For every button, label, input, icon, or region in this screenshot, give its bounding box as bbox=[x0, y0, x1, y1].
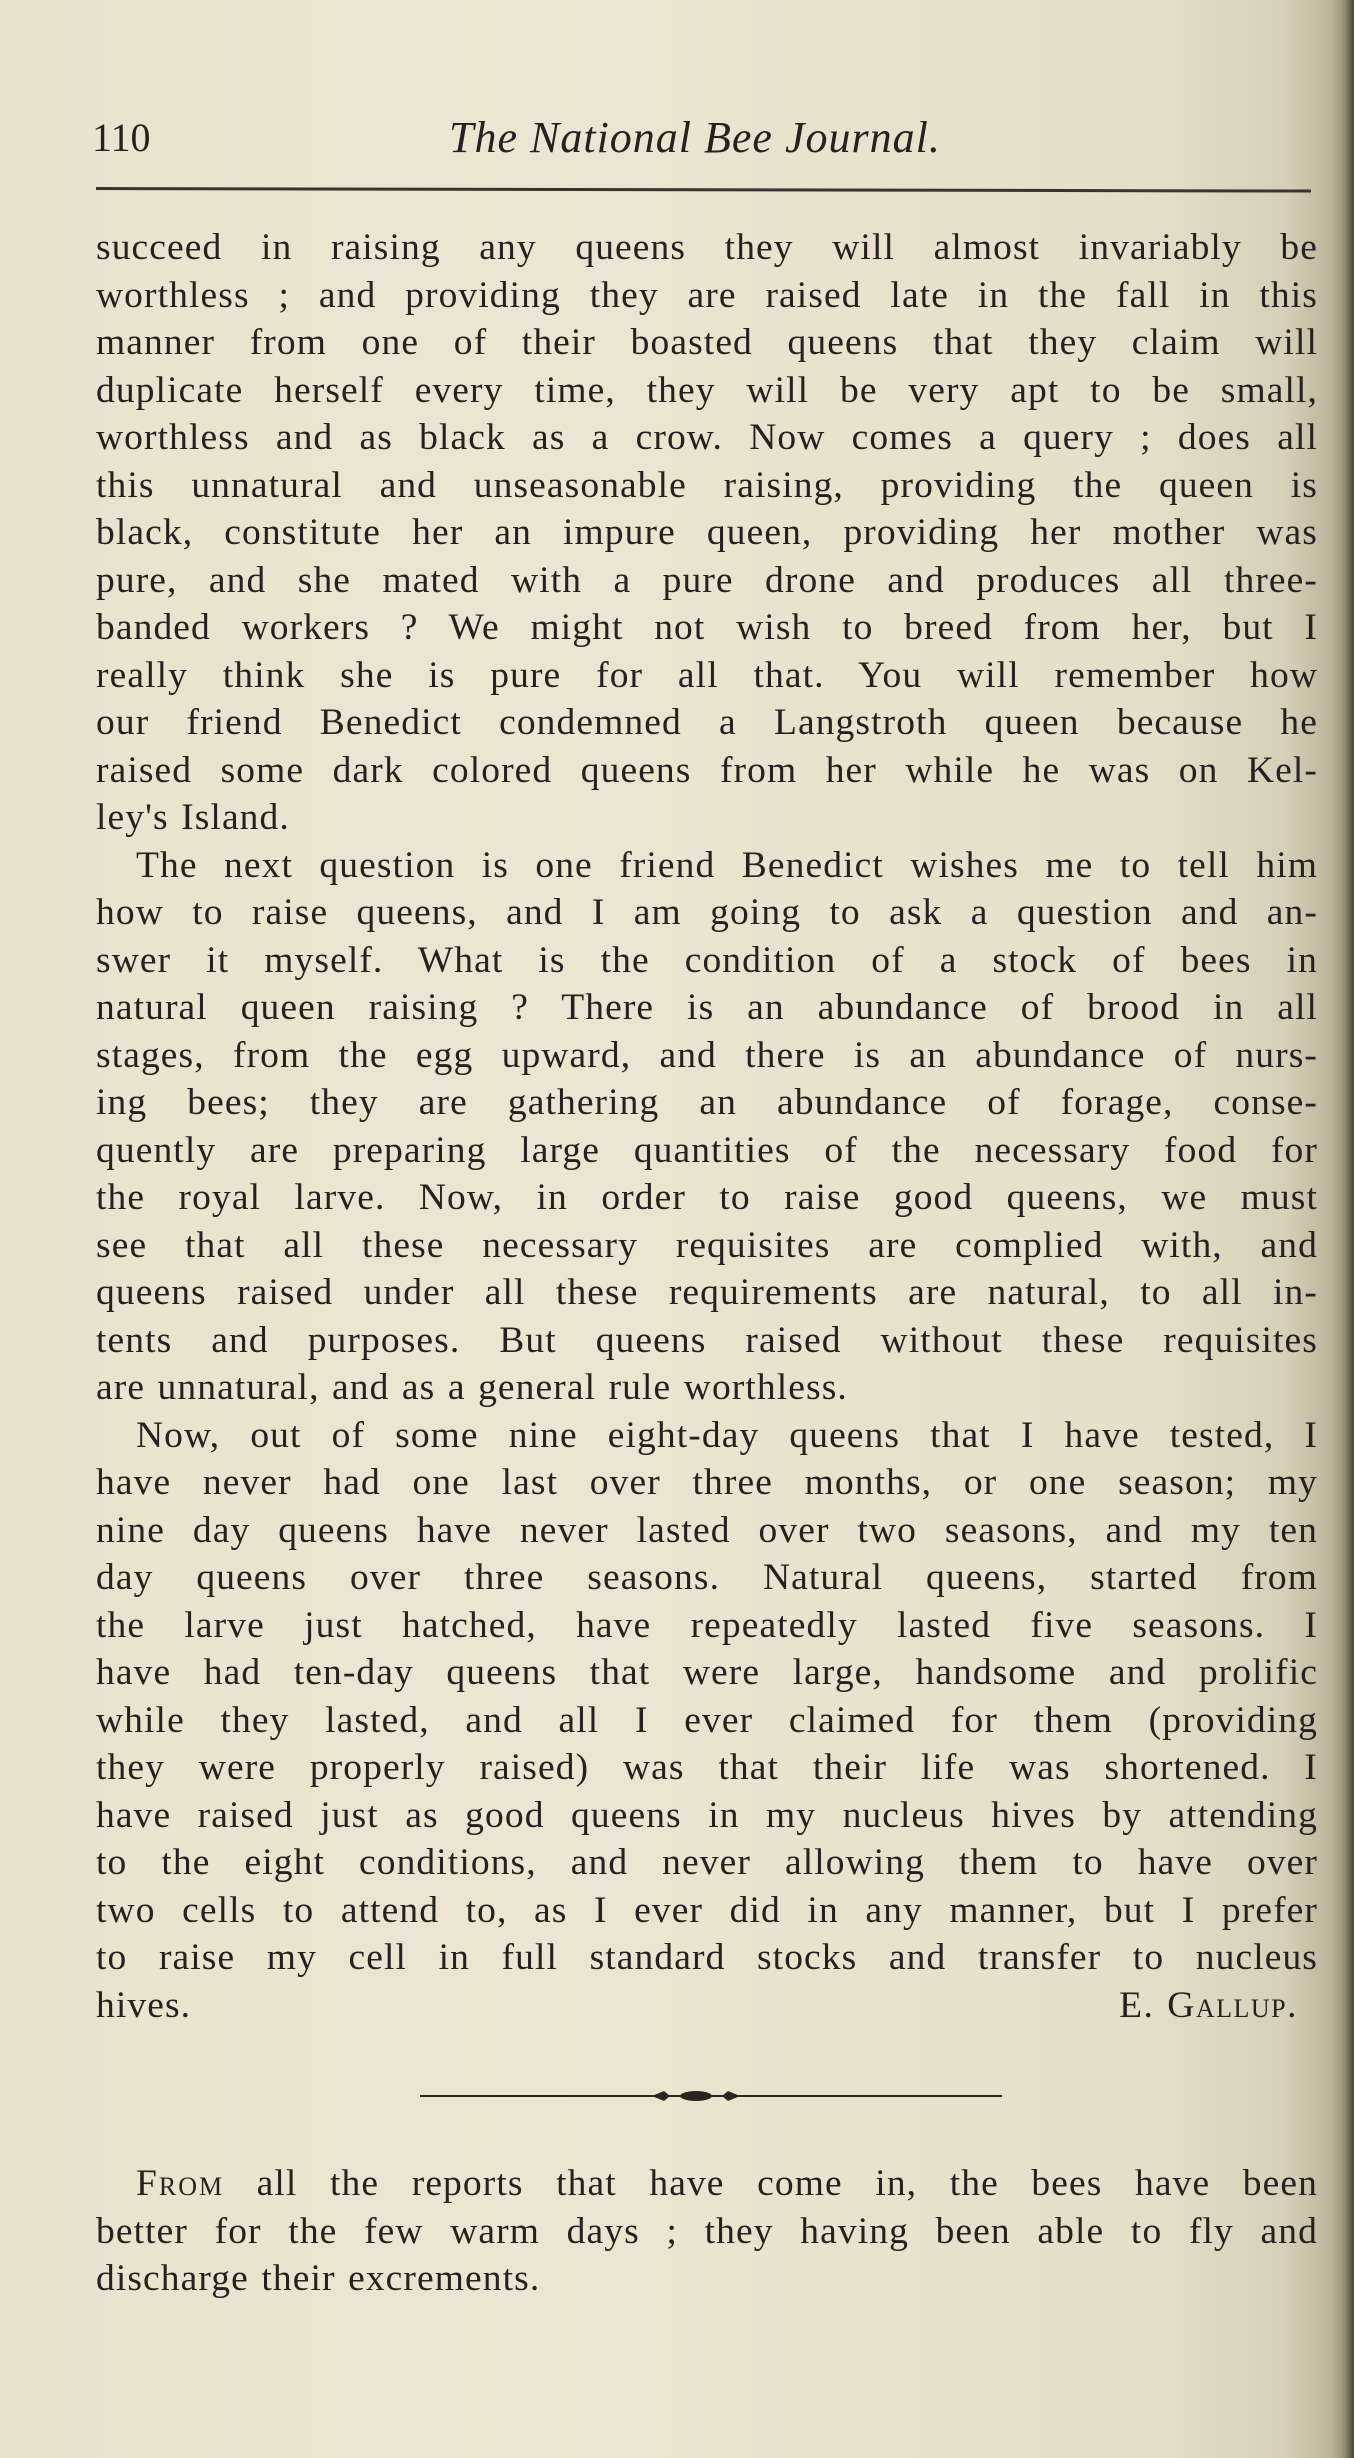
text-line bbox=[96, 2160, 1318, 2208]
text-line: nine day queens have never lasted over two seasons, and my ten bbox=[96, 1509, 1318, 1551]
text-line: to raise my cell in full standard stocks and transfer to nucleus bbox=[96, 1937, 1318, 1978]
text-line: stages, from the egg upward, and there is an abundance of nurs- bbox=[96, 1034, 1318, 1076]
text-line: ing bees; they are gathering an abundance of forage, conse- bbox=[96, 1082, 1318, 1123]
text-line: ley's Island. bbox=[96, 797, 290, 838]
text-line: this unnatural and unseasonable raising, providing the queen is bbox=[96, 464, 1318, 506]
text-line: see that all these necessary requisites are complied with, and bbox=[96, 1224, 1318, 1266]
header-rule bbox=[96, 187, 1311, 193]
lead-word: From bbox=[136, 2163, 225, 2204]
text-line: duplicate herself every time, they will be very apt to be small, bbox=[96, 369, 1318, 411]
text-line: swer it myself. What is the condition of a stock of bees in bbox=[96, 939, 1318, 981]
text-line: really think she is pure for all that. You will remember how bbox=[96, 654, 1318, 696]
text-line: banded workers ? We might not wish to breed from her, but I bbox=[96, 607, 1318, 648]
author-signature: E. Gallup. bbox=[1119, 1984, 1298, 2026]
text-line: The next question is one friend Benedict wishes me to tell him bbox=[136, 844, 1318, 886]
text-line: Now, out of some nine eight-day queens that I have tested, I bbox=[136, 1414, 1318, 1456]
text-line: manner from one of their boasted queens that they claim will bbox=[96, 322, 1318, 363]
paragraph bbox=[96, 842, 1318, 1412]
text-line: tents and purposes. But queens raised without these requisites bbox=[96, 1319, 1318, 1361]
text-line: natural queen raising ? There is an abundance of brood in all bbox=[96, 987, 1318, 1028]
signature-line bbox=[96, 1982, 1318, 2030]
first-line-text: all the reports that have come in, the bees have been bbox=[224, 2163, 1318, 2204]
text-line: worthless ; and providing they are raised late in the fall in this bbox=[96, 274, 1318, 316]
text-line: better for the few warm days ; they having been able to fly and bbox=[96, 2210, 1318, 2252]
text-line: black, constitute her an impure queen, providing her mother was bbox=[96, 512, 1318, 553]
text-line: the royal larve. Now, in order to raise good queens, we must bbox=[96, 1177, 1318, 1218]
text-line: queens raised under all these requirements are natural, to all in- bbox=[96, 1272, 1318, 1313]
text-line: are unnatural, and as a general rule worthless. bbox=[96, 1367, 848, 1408]
text-line: raised some dark colored queens from her while he was on Kel- bbox=[96, 749, 1318, 791]
article-body bbox=[96, 224, 1318, 2029]
text-line: have raised just as good queens in my nucleus hives by attending bbox=[96, 1794, 1318, 1836]
text-line: succeed in raising any queens they will almost invariably be bbox=[96, 227, 1318, 268]
text-line: while they lasted, and all I ever claimed for them (providing bbox=[96, 1699, 1318, 1741]
text-line: have had ten-day queens that were large, handsome and prolific bbox=[96, 1652, 1318, 1693]
page-gutter-shadow bbox=[1332, 0, 1354, 2458]
text-line: how to raise queens, and I am going to ask a question and an- bbox=[96, 892, 1318, 933]
text-line: our friend Benedict condemned a Langstroth queen because he bbox=[96, 702, 1318, 743]
text-line: they were properly raised) was that their life was shortened. I bbox=[96, 1747, 1318, 1788]
text-line: discharge their excrements. bbox=[96, 2258, 541, 2299]
ornamental-divider bbox=[420, 2086, 1002, 2106]
page-number: 110 bbox=[92, 115, 151, 160]
journal-title: The National Bee Journal. bbox=[449, 113, 941, 162]
text-line: two cells to attend to, as I ever did in any manner, but I prefer bbox=[96, 1889, 1318, 1931]
text-line: day queens over three seasons. Natural queens, started from bbox=[96, 1557, 1318, 1598]
running-head bbox=[92, 112, 1322, 172]
paragraph bbox=[96, 224, 1318, 842]
text-line: quently are preparing large quantities of the necessary food for bbox=[96, 1129, 1318, 1171]
paragraph bbox=[96, 1412, 1318, 2030]
text-line: have never had one last over three months, or one season; my bbox=[96, 1462, 1318, 1503]
closing-word: hives. bbox=[96, 1984, 192, 2026]
text-line: to the eight conditions, and never allowing them to have over bbox=[96, 1842, 1318, 1883]
text-line: worthless and as black as a crow. Now comes a query ; does all bbox=[96, 417, 1318, 458]
text-line: the larve just hatched, have repeatedly lasted five seasons. I bbox=[96, 1604, 1318, 1646]
closing-paragraph bbox=[96, 2160, 1318, 2303]
text-line: pure, and she mated with a pure drone and produces all three- bbox=[96, 559, 1318, 601]
